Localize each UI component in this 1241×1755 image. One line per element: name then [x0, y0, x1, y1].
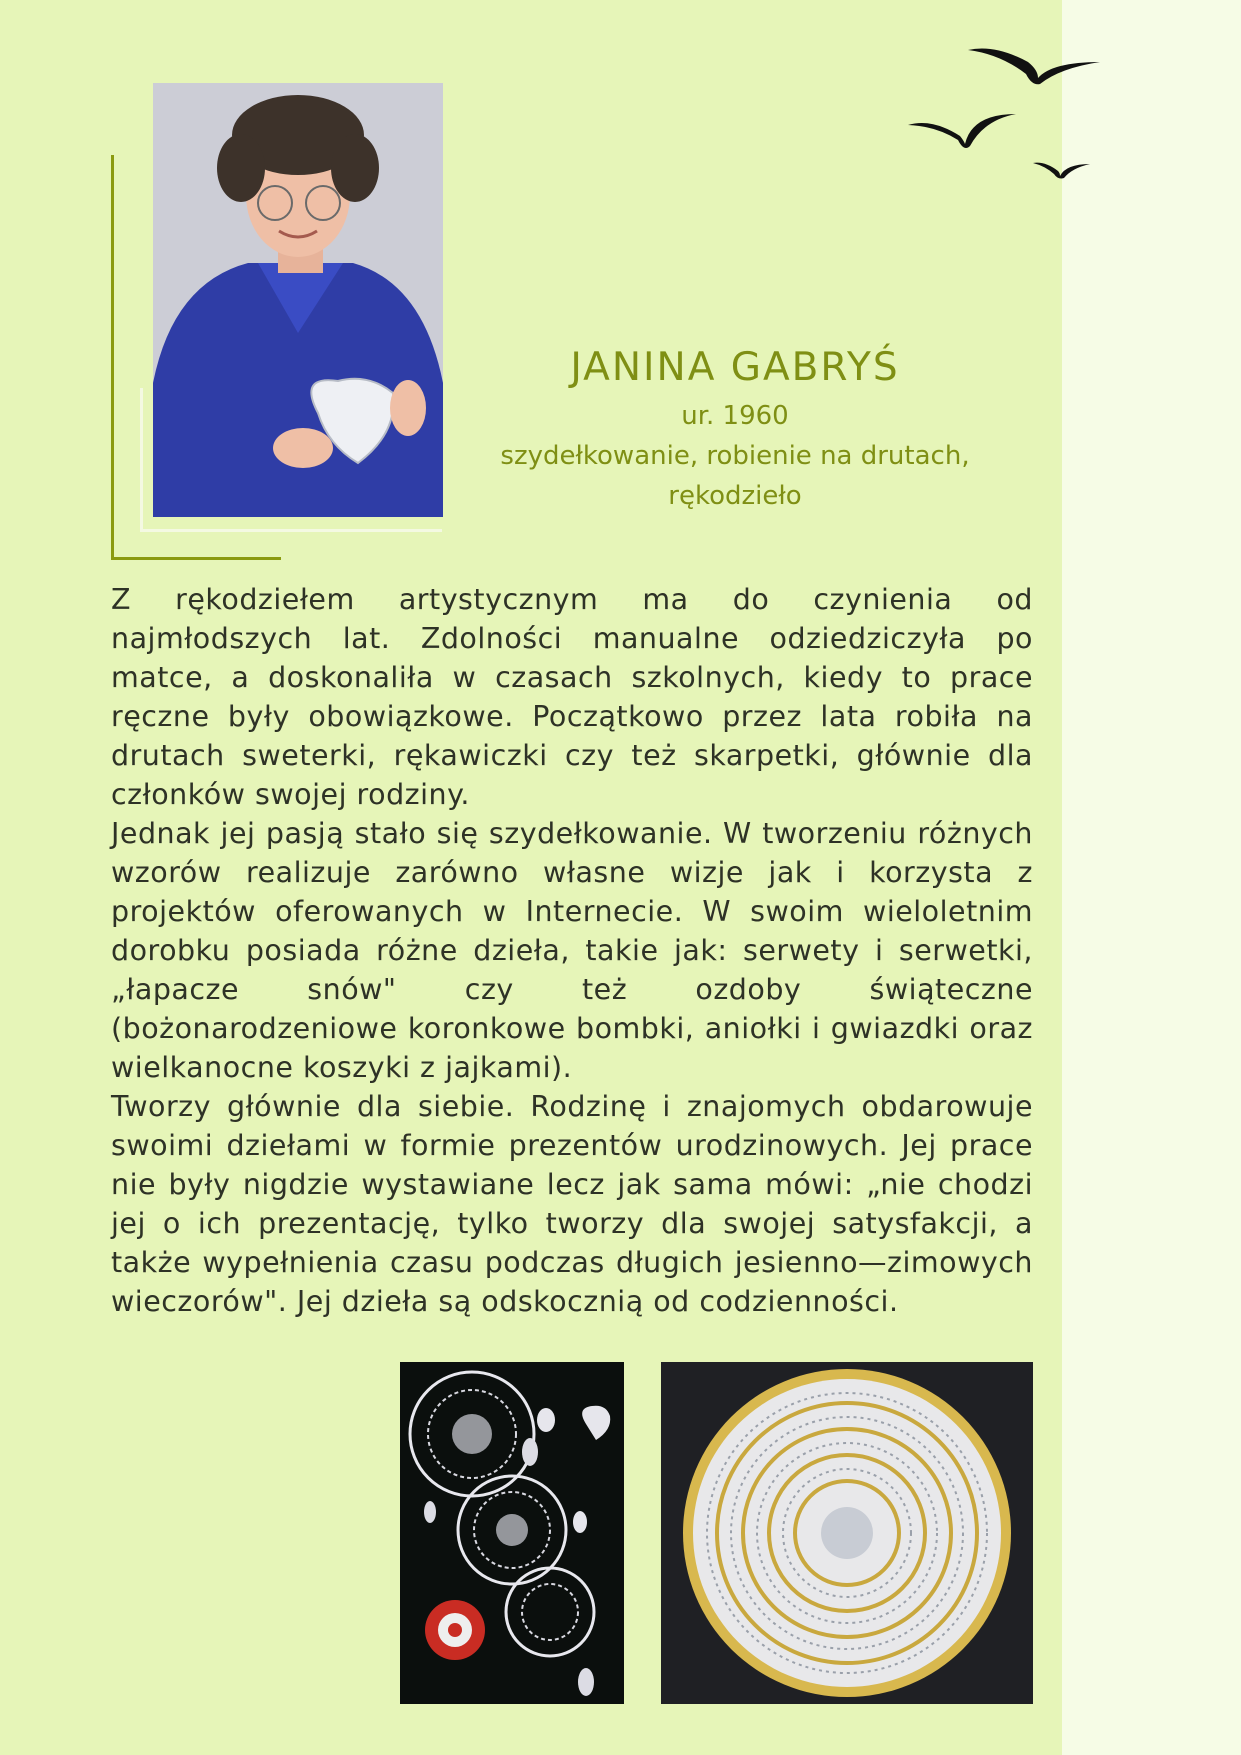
craft-line-2: rękodzieło	[668, 481, 802, 511]
paragraph-3: Tworzy głównie dla siebie. Rodzinę i znajomych obdarowuje swoimi dziełami w formie prezentów urodzinowych. Jej prace nie były nigdzie wystawiane lecz jak sama mówi: „nie chodzi jej o ich prezentację, tylko tworzy dla swojej satysfakcji, a także wypełnienia czasu podczas długich jesienno—zimowych wieczorów". Jej dzieła są odskocznią od codzienności.	[111, 1090, 1033, 1318]
frame-line-horizontal	[111, 557, 281, 560]
dreamcatchers-photo	[400, 1362, 624, 1704]
paragraph-2: Jednak jej pasją stało się szydełkowanie. W tworzeniu różnych wzorów realizuje zarówno własne wizje jak i korzysta z projektów oferowanych w Internecie. W swoim wieloletnim dorobku posiada różne dzieła, takie jak: serwety i serwetki, „łapacze snów" czy też ozdoby świąteczne (bożonarodzeniowe koronkowe bombki, aniołki i gwiazdki oraz wielkanocne koszyki z jajkami).	[111, 817, 1033, 1084]
biography-text	[111, 580, 1033, 1321]
birds-illustration	[900, 40, 1130, 190]
bird-small	[1033, 163, 1090, 179]
bird-large	[968, 49, 1100, 85]
craft-line-1: szydełkowanie, robienie na drutach,	[500, 441, 970, 471]
frame-line-vertical	[111, 155, 114, 560]
birth-year: ur. 1960	[681, 401, 789, 431]
frame-line-light-vertical	[140, 388, 143, 531]
paragraph-1: Z rękodziełem artystycznym ma do czynienia od najmłodszych lat. Zdolności manualne odziedziczyła po matce, a doskonaliła w czasach szkolnych, kiedy to prace ręczne były obowiązkowe. Początkowo przez lata robiła na drutach sweterki, rękawiczki czy też skarpetki, głównie dla członków swojej rodziny.	[111, 583, 1033, 811]
artist-name: JANINA GABRYŚ	[570, 345, 900, 390]
profile-header	[440, 340, 1030, 516]
frame-line-light-horizontal	[140, 529, 442, 532]
bird-medium	[908, 114, 1016, 148]
portrait-photo	[153, 83, 443, 517]
doily-photo	[661, 1362, 1033, 1704]
right-margin-strip	[1062, 0, 1241, 1755]
